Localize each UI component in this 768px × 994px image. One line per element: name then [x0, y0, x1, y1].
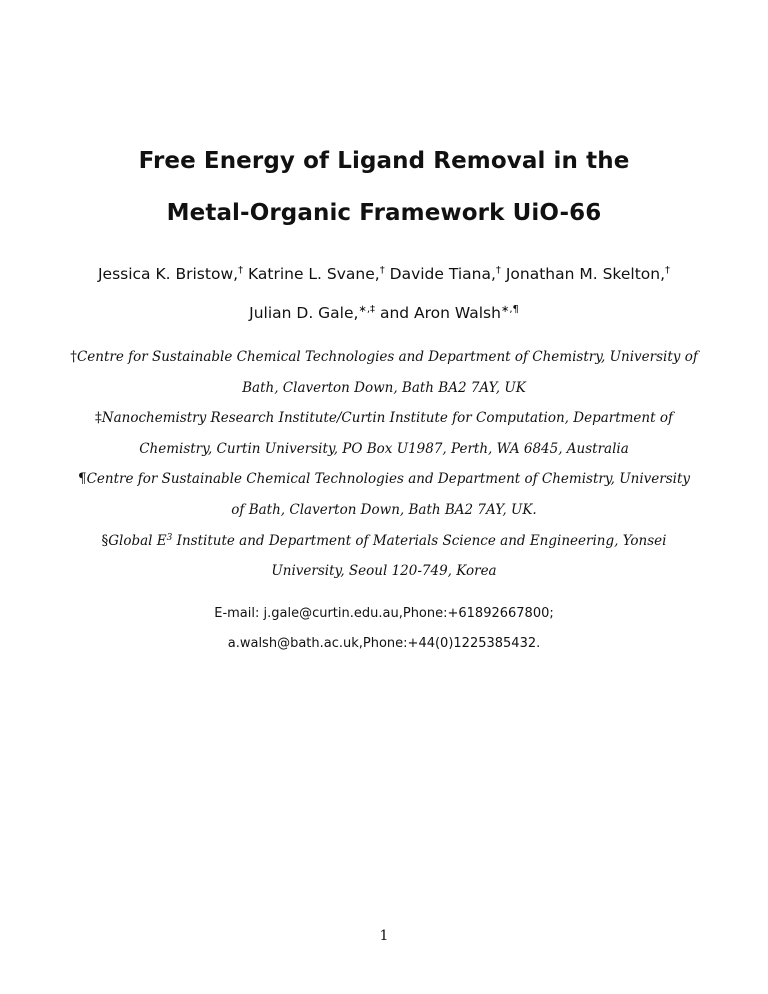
affiliation-1-line-1	[0, 349, 768, 365]
contact-line-1: E-mail: j.gale@curtin.edu.au,Phone:+61892667800;	[214, 606, 554, 621]
contact-line-2: a.walsh@bath.ac.uk,Phone:+44(0)1225385432.	[227, 636, 541, 651]
author-name: Davide Tiana,	[384, 265, 496, 283]
affiliation-mark: †	[70, 349, 77, 365]
author-name: Katrine L. Svane,	[243, 265, 380, 283]
affiliation-text: Centre for Sustainable Chemical Technologies and Department of Chemistry, University	[86, 471, 691, 487]
affiliation-2-line-2: Chemistry, Curtin University, PO Box U1987, Perth, WA 6845, Australia	[139, 441, 629, 457]
author-affiliation-mark: †	[379, 265, 385, 276]
affiliation-text: Institute and Department of Materials Science and Engineering, Yonsei	[172, 533, 667, 549]
affiliation-3-line-1	[0, 471, 768, 487]
paper-title-line-1: Free Energy of Ligand Removal in the	[138, 148, 630, 174]
superscript: 3	[166, 533, 173, 543]
affiliation-2-line-1	[0, 410, 768, 426]
author-affiliation-mark: †	[238, 265, 244, 276]
affiliation-4-line-2: University, Seoul 120-749, Korea	[271, 563, 497, 579]
author-list-line-2	[0, 304, 768, 322]
author-name: Jonathan M. Skelton,	[500, 265, 666, 283]
affiliation-text: Global E	[108, 533, 167, 549]
affiliation-4-line-1	[0, 533, 768, 549]
author-name: Jessica K. Bristow,	[97, 265, 239, 283]
author-affiliation-mark: ∗,¶	[500, 304, 519, 315]
page-number: 1	[379, 928, 389, 944]
affiliation-mark: ¶	[77, 471, 87, 487]
affiliation-mark: ‡	[95, 410, 102, 426]
affiliation-mark: §	[101, 533, 109, 549]
author-name: Julian D. Gale,	[249, 304, 359, 322]
affiliation-1-line-2: Bath, Claverton Down, Bath BA2 7AY, UK	[242, 380, 526, 396]
affiliation-text: Centre for Sustainable Chemical Technologies and Department of Chemistry, University of	[76, 349, 698, 365]
author-affiliation-mark: ∗,‡	[358, 304, 376, 315]
author-list-line-1	[0, 265, 768, 283]
affiliation-text: Nanochemistry Research Institute/Curtin Institute for Computation, Department of	[101, 410, 673, 426]
affiliation-3-line-2: of Bath, Claverton Down, Bath BA2 7AY, UK.	[231, 502, 537, 518]
author-affiliation-mark: †	[495, 265, 501, 276]
author-affiliation-mark: †	[665, 265, 671, 276]
author-name: and Aron Walsh	[375, 304, 501, 322]
paper-title-line-2: Metal-Organic Framework UiO-66	[166, 200, 602, 226]
